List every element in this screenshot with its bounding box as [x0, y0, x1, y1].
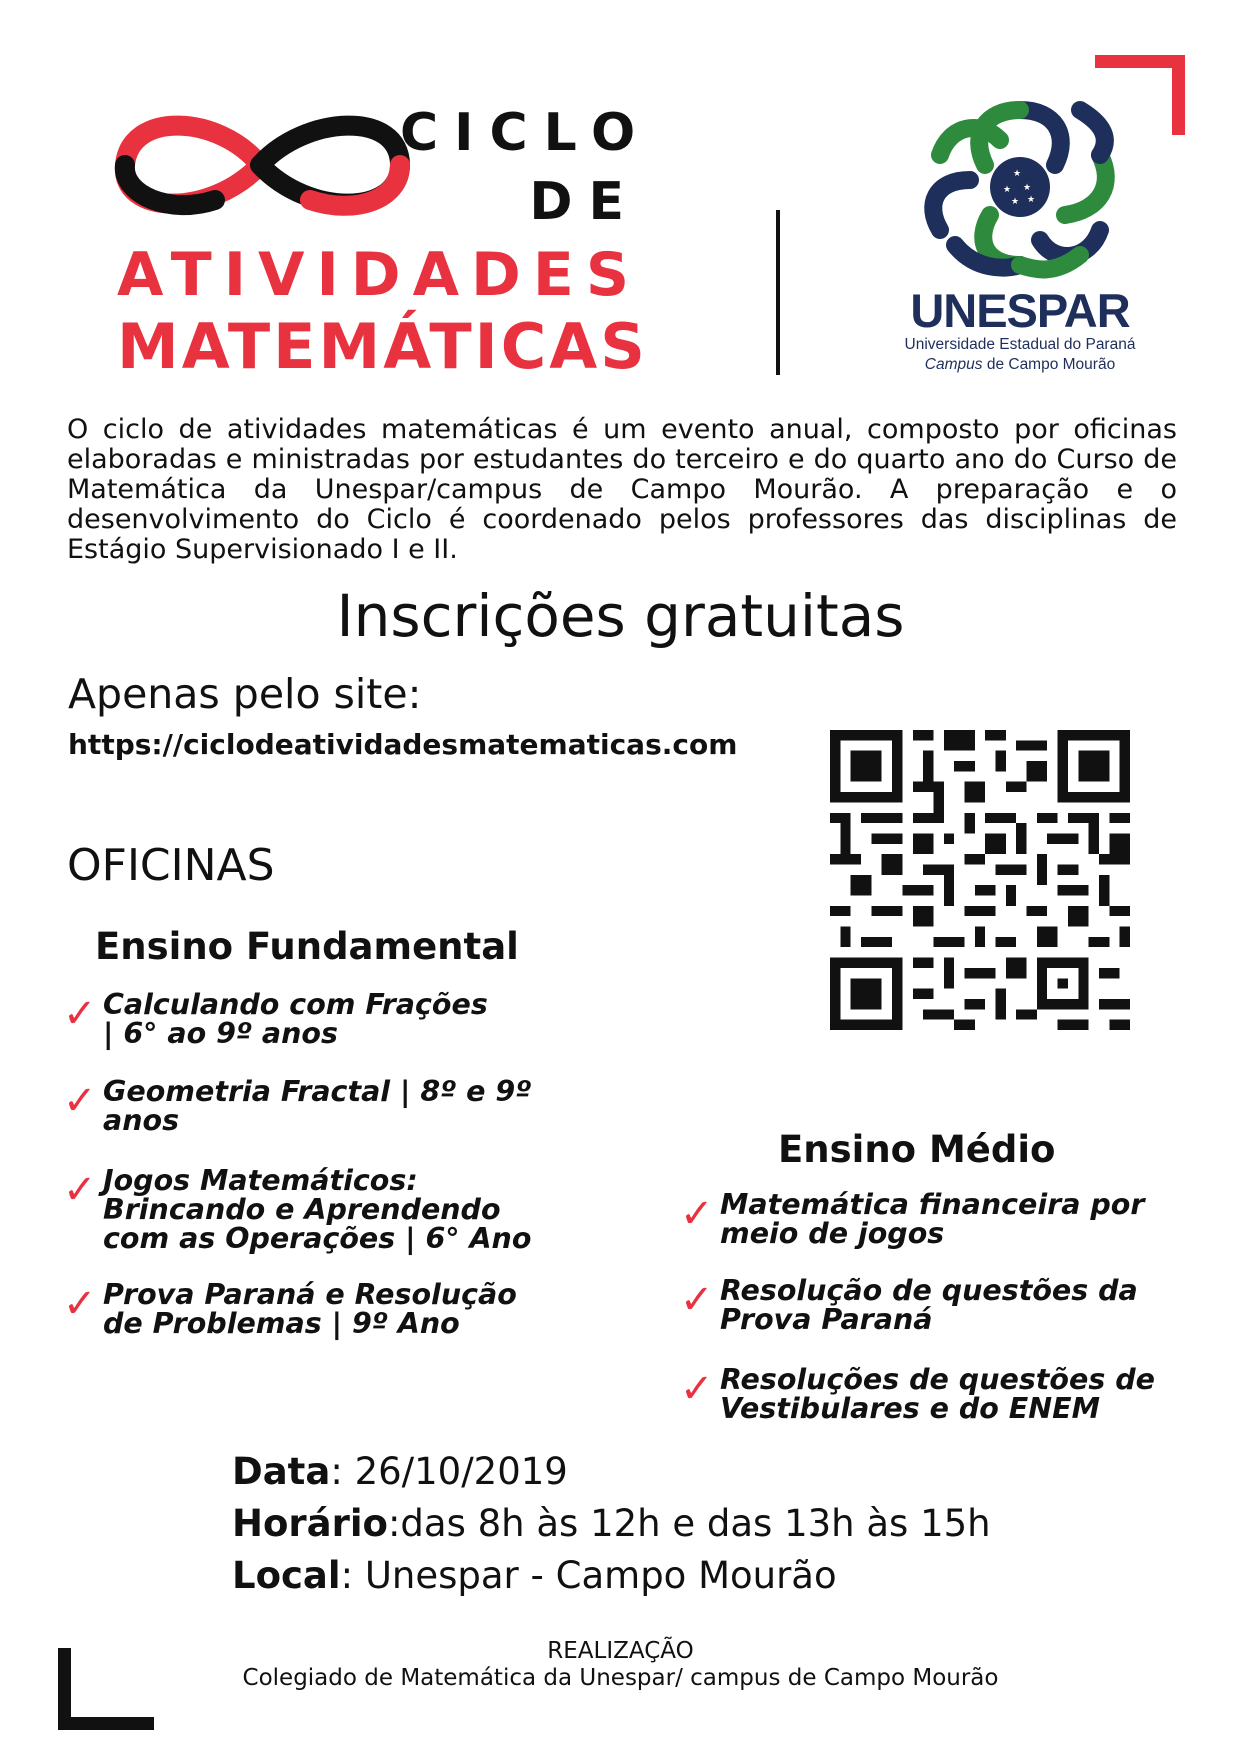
item-line: Geometria Fractal | 8º e 9º — [103, 1075, 532, 1108]
campus-location: de Campo Mourão — [982, 356, 1116, 373]
item-text — [103, 1166, 531, 1253]
item-line: Brincando e Aprendendo — [103, 1193, 501, 1226]
check-icon: ✓ — [680, 1191, 714, 1237]
footer-organizer: Colegiado de Matemática da Unespar/ campus de Campo Mourão — [242, 1665, 999, 1691]
fundamental-item-3 — [63, 1166, 531, 1253]
fundamental-item-4 — [63, 1280, 517, 1338]
unespar-logo-subtitle: Universidade Estadual do Paraná — [904, 336, 1136, 353]
check-icon: ✓ — [63, 1078, 97, 1124]
place-label: Local — [232, 1554, 341, 1597]
svg-text:★: ★ — [1023, 183, 1032, 193]
item-line: de Problemas | 9º Ano — [103, 1307, 460, 1340]
fundamental-section-title: Ensino Fundamental — [95, 925, 519, 968]
title-matematicas: MATEMÁTICAS — [117, 310, 648, 383]
item-line: | 6° ao 9º anos — [103, 1017, 338, 1050]
item-text — [103, 990, 488, 1048]
check-icon: ✓ — [680, 1277, 714, 1323]
svg-text:★: ★ — [1003, 185, 1012, 195]
medio-item-1 — [680, 1190, 1144, 1248]
item-text — [103, 1280, 517, 1338]
check-icon: ✓ — [63, 1281, 97, 1327]
infinity-symbol-icon — [110, 100, 410, 230]
item-line: Calculando com Frações — [103, 988, 488, 1021]
svg-text:★: ★ — [1027, 195, 1036, 205]
unespar-logo-name: UNESPAR — [910, 284, 1130, 337]
item-text — [720, 1276, 1138, 1334]
item-text — [720, 1190, 1144, 1248]
unespar-logo-campus-line — [880, 356, 1160, 374]
title-de: DE — [529, 172, 640, 232]
qr-code-icon[interactable] — [830, 730, 1130, 1030]
registration-heading: Inscrições gratuitas — [336, 582, 905, 650]
time-value: :das 8h às 12h e das 13h às 15h — [387, 1502, 991, 1545]
item-line: Resolução de questões da — [720, 1274, 1138, 1307]
item-text — [720, 1365, 1155, 1423]
item-line: Jogos Matemáticos: — [103, 1164, 418, 1197]
date-label: Data — [232, 1450, 331, 1493]
item-line: Vestibulares e do ENEM — [720, 1392, 1100, 1425]
medio-item-3 — [680, 1365, 1155, 1423]
check-icon: ✓ — [63, 991, 97, 1037]
item-line: com as Operações | 6° Ano — [103, 1222, 532, 1255]
place-value: : Unespar - Campo Mourão — [340, 1554, 837, 1597]
registration-url-link[interactable]: https://ciclodeatividadesmatematicas.com — [68, 728, 738, 761]
item-line: anos — [103, 1104, 180, 1137]
check-icon: ✓ — [680, 1366, 714, 1412]
fundamental-item-2 — [63, 1077, 531, 1135]
medio-section-title: Ensino Médio — [778, 1128, 1056, 1171]
item-line: meio de jogos — [720, 1217, 945, 1250]
unespar-emblem-icon — [905, 80, 1135, 290]
title-atividades: ATIVIDADES — [117, 240, 642, 310]
event-date — [232, 1450, 568, 1493]
check-icon: ✓ — [63, 1167, 97, 1213]
fundamental-item-1 — [63, 990, 488, 1048]
campus-word: Campus — [924, 356, 983, 373]
intro-paragraph: O ciclo de atividades matemáticas é um evento anual, composto por oficinas elaboradas e ministradas por estudantes do terceiro e do quarto ano do Curso de Matemática da Unespar/campus de Campo Mourão. A preparação e o desenvolvimento do Ciclo é coordenado pelos professores das disciplinas de Estágio Supervisionado I e II. — [67, 414, 1177, 565]
item-line: Prova Paraná — [720, 1303, 933, 1336]
item-line: Prova Paraná e Resolução — [103, 1278, 517, 1311]
title-ciclo: CICLO — [400, 103, 652, 163]
item-line: Matemática financeira por — [720, 1188, 1145, 1221]
svg-text:★: ★ — [1011, 197, 1020, 207]
header-divider — [776, 210, 780, 375]
item-line: Resoluções de questões de — [720, 1363, 1155, 1396]
workshops-heading: OFICINAS — [67, 840, 275, 891]
svg-text:★: ★ — [1013, 169, 1022, 179]
item-text — [103, 1077, 531, 1135]
only-site-label: Apenas pelo site: — [68, 670, 422, 718]
event-time — [232, 1502, 991, 1545]
time-label: Horário — [232, 1502, 388, 1545]
date-value: : 26/10/2019 — [330, 1450, 568, 1493]
medio-item-2 — [680, 1276, 1138, 1334]
event-place — [232, 1554, 837, 1597]
footer-realizacao: REALIZAÇÃO — [547, 1638, 694, 1664]
